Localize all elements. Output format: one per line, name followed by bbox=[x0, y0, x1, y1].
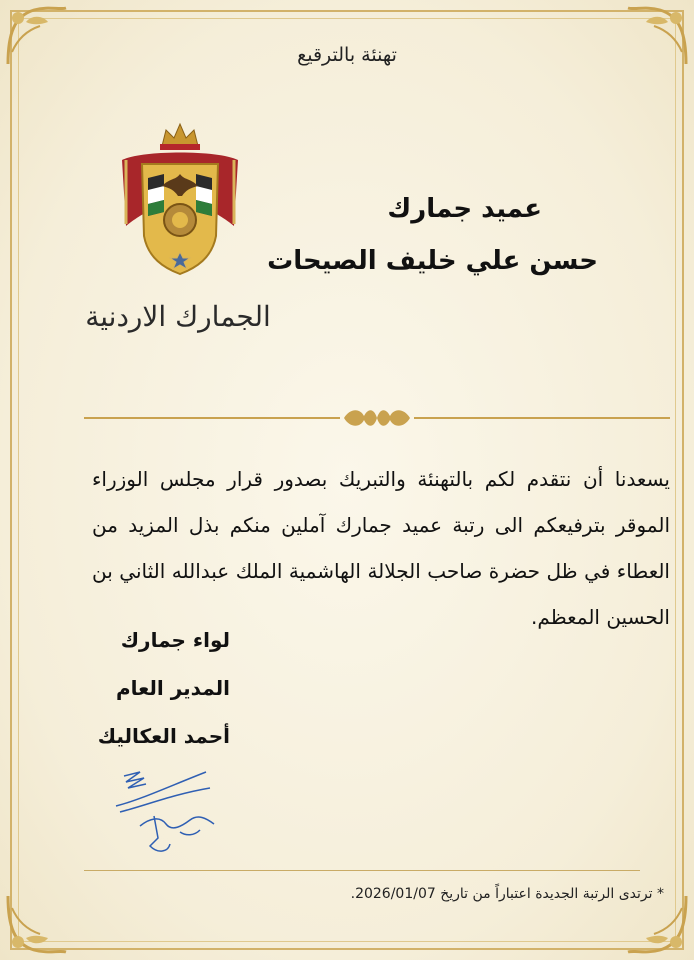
recipient-name: حسن علي خليف الصيحات bbox=[267, 246, 598, 276]
corner-ornament-icon bbox=[4, 886, 74, 956]
ornamental-divider-icon bbox=[84, 404, 670, 432]
signatory-position: المدير العام bbox=[115, 676, 230, 700]
signatory-name: أحمد العكاليك bbox=[97, 724, 230, 748]
handwritten-signature-icon bbox=[110, 766, 230, 866]
bottom-divider bbox=[84, 870, 640, 871]
effective-date-footnote: * ترتدى الرتبة الجديدة اعتباراً من تاريخ 2026/01/07. bbox=[350, 886, 664, 902]
certificate-title: تهنئة بالترقيع bbox=[297, 44, 397, 66]
recipient-rank: عميد جمارك bbox=[387, 194, 542, 224]
signatory-rank: لواء جمارك bbox=[120, 628, 230, 652]
certificate-body: يسعدنا أن نتقدم لكم بالتهنئة والتبريك بصدور قرار مجلس الوزراء الموقر بترفيعكم الى رتبة عميد جمارك آملين منكم بذل المزيد من العطاء في ظل حضرة صاحب الجلالة الهاشمية الملك عبدالله الثاني بن الحسين المعظم. bbox=[92, 467, 670, 629]
emblem-caption: الجمارك الاردنية bbox=[85, 300, 271, 333]
jordan-coat-of-arms-icon bbox=[112, 116, 248, 286]
